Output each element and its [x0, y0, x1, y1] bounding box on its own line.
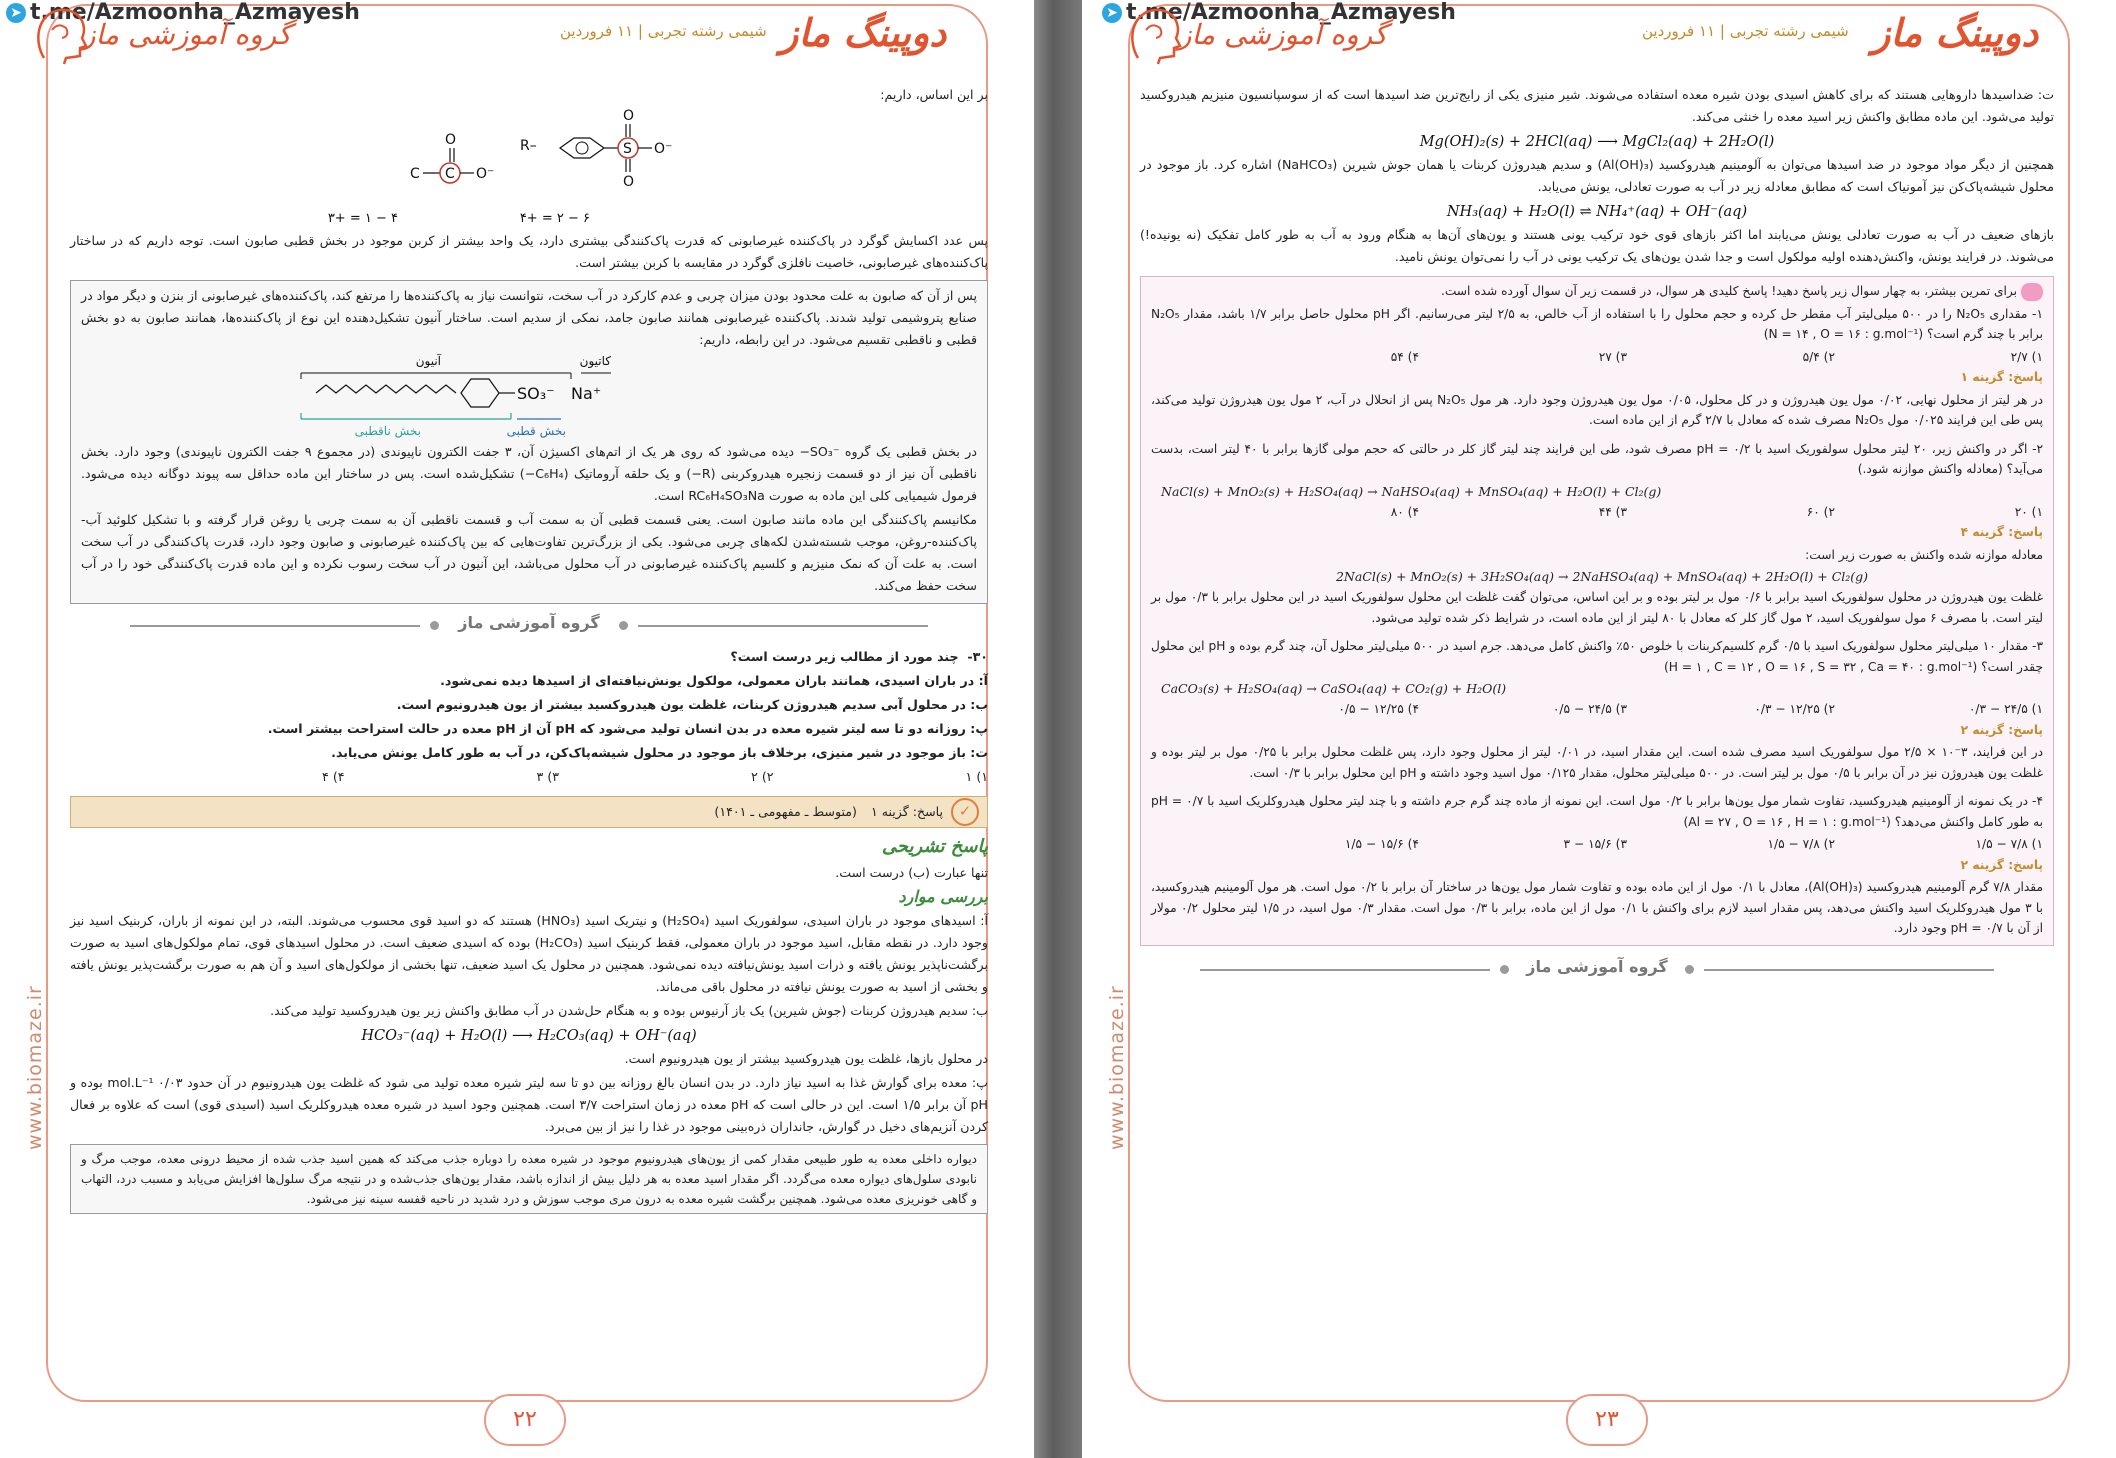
brain-icon: [2021, 283, 2043, 301]
website-watermark: www.biomaze.ir: [1106, 985, 1128, 1150]
q2-explanation-2: غلظت یون هیدروژن در محلول سولفوریک اسید برابر با ۰/۶ مول بر لیتر بوده و بر این اساس، می‌توان گفت غلظت این محلول سولفوریک اسید در این محلول برابر با ۰/۳ مول بر لیتر است. با مصرف ۶ مول سولفوریک اسید، ۲ مول گاز کلر که معادل با ۸۰ لیتر از این ماده است، در شرایط ذکر شده تولید می‌شود.: [1151, 590, 2044, 625]
calc-sulfur: ۶ − ۲ = +۴: [519, 211, 590, 226]
review-c: پ: معده برای گوارش غذا به اسید نیاز دارد. در بدن انسان بالغ روزانه بین دو تا سه لیتر شیره معده تولید می شود که غلظت یون هیدرونیوم در آن حدود ۰/۰۳ mol.L⁻¹ بوده و pH آن برابر ۱/۵ است. این در حالی است که pH معده در زمان استراحت ۳/۷ است. همچنین وجود اسید در شیره معده هیدروکلریک اسید (اسیدی قوی) است که علاوه بر فعال کردن آنزیم‌های دخیل در گوارش، جانداران ذره‌بینی موجود در غذا را نیز از بین می‌برد.: [70, 1075, 988, 1134]
so3-label: SO₃⁻: [517, 384, 555, 403]
q1-explanation: در هر لیتر از محلول نهایی، ۰/۰۲ مول یون هیدروژن و در کل محلول، ۰/۰۵ مول یون هیدروژن وجود دارد. هر مول N₂O₅ پس از انحلال در آب، ۲ مول یون هیدروژن تولید می‌کند، پس طی این فرایند ۰/۰۲۵ مول N₂O₅ مصرف شده که معادل با ۲/۷ گرم از این ماده است.: [1151, 392, 2043, 427]
statement-c: پ: روزانه دو تا سه لیتر شیره معده در بدن انسان تولید می‌شود که pH آن از pH معده در حالت استراحت بیشتر است.: [267, 721, 988, 736]
telegram-link[interactable]: ➤ t.me/Azmoonha_Azmayesh: [6, 0, 360, 25]
sulf-r: R–: [520, 138, 537, 154]
only-b-text: تنها عبارت (ب) درست است.: [835, 865, 988, 880]
calc-carbon: ۴ − ۱ = +۳: [327, 211, 398, 226]
check-icon: ✓: [951, 798, 979, 826]
page-number: ۲۳: [1566, 1394, 1648, 1446]
carbox-c2: C: [445, 166, 455, 182]
answer-label: پاسخ: گزینه ۱: [870, 804, 943, 819]
q4-option-1[interactable]: ۱) ۷/۸ − ۱/۵: [1975, 837, 2043, 851]
sulf-s: S: [623, 141, 632, 157]
sulf-o2: O: [623, 174, 635, 190]
brand-banner: گروه آموزشی ماز: [82, 18, 292, 51]
q3-options: [1151, 699, 2043, 720]
review-d: ت: ضداسیدها داروهایی هستند که برای کاهش اسیدی بودن شیره معده استفاده می‌شوند. شیر منیزی یکی از رایج‌ترین ضد اسیدها است که از سوسپانسیون منیزیم هیدروکسید تولید می‌شود. این ماده مطابق واکنش زیر اسید معده را خنثی می‌کند.: [1140, 87, 2054, 124]
practice-q4: ۴- در یک نمونه از آلومینیم هیدروکسید، تفاوت شمار مول یون‌ها برابر با ۰/۲ مول است. این نمونه از ماده چند گرم جرم داشته و با چند لیتر محلول هیدروکلریک اسید با pH = ۰/۷ به طور کامل واکنش می‌دهد؟ (Al = ۲۷ , O = ۱۶ , H = ۱ : g.mol⁻¹): [1151, 794, 2043, 829]
q4-option-4[interactable]: ۴) ۱۵/۶ − ۱/۵: [1344, 837, 1419, 851]
head-logo-icon: [30, 2, 90, 64]
brand-banner: گروه آموزشی ماز: [1178, 18, 1388, 51]
review-d3: بازهای ضعیف در آب به صورت تعادلی یونش می‌یابند اما اکثر بازهای قوی خود ترکیب یونی هستند و یون‌های آن‌ها به هنگام ورود به آب به طور کامل تفکیک (نه یونیده!) می‌شوند. در فرایند یونش، واکنش‌دهنده اولیه مولکول است و جدا شدن یون‌های یک ترکیب یونی در آب را نمی‌توان یونش نامید.: [1140, 227, 2054, 264]
page-number: ۲۲: [484, 1394, 566, 1446]
option-3[interactable]: ۳) ۳: [536, 769, 559, 784]
q1-option-1[interactable]: ۱) ۲/۷: [2010, 349, 2043, 364]
statement-a: آ: در باران اسیدی، همانند باران معمولی، مولکول یونش‌نیافته‌ای از اسیدها دیده نمی‌شود.: [440, 673, 988, 688]
q2-explanation-1: معادله موازنه شده واکنش به صورت زیر است:: [1805, 547, 2043, 562]
review-d2: همچنین از دیگر مواد موجود در ضد اسیدها می‌توان به آلومینیم هیدروکسید (Al(OH)₃) و سدیم هیدروژن کربنات یا همان جوش شیرین (NaHCO₃) اشاره کرد. باز موجود در محلول شیشه‌پاک‌کن نیز آمونیاک است که مطابق معادله زیر در آب به صورت تعادلی، یونش می‌یابد.: [1140, 157, 2054, 194]
subject-line: شیمی رشته تجربی | ۱۱ فروردین: [560, 22, 767, 40]
q2-answer: پاسخ: گزینه ۴: [1960, 525, 2043, 539]
q4-explanation: مقدار ۷/۸ گرم آلومینیم هیدروکسید (Al(OH)₃)، معادل با ۰/۱ مول از این ماده بوده و تفاوت شمار مول یون‌ها در ساختار آن برابر با ۰/۲ مول است. هر مول آلومینیم هیدروکسید، با ۳ مول هیدروکلریک اسید واکنش می‌دهد، پس مقدار اسید لازم برای واکنش با ۰/۱ مول از این ماده، برابر با ۰/۳ مول است. مقدار ۰/۳ مول اسید، در ۱/۵ لیتر محلول ۰/۲ مولار از آن با pH = ۰/۷ وجود دارد.: [1151, 880, 2043, 935]
practice-box: [1140, 276, 2054, 946]
q4-option-2[interactable]: ۲) ۷/۸ − ۱/۵: [1767, 837, 1835, 851]
question-stem: چند مورد از مطالب زیر درست است؟: [730, 649, 959, 664]
q2-options: [1151, 502, 2043, 523]
q1-answer: پاسخ: گزینه ۱: [1960, 370, 2043, 384]
na-label: Na⁺: [571, 384, 602, 403]
logo: دوپینگ ماز: [1872, 10, 2039, 55]
q3-equation: CaCO₃(s) + H₂SO₄(aq) → CaSO₄(aq) + CO₂(g) + H₂O(l): [1161, 681, 1507, 696]
question-number: ۳۰-: [967, 649, 988, 664]
sulf-o1: O: [623, 108, 635, 124]
q2-option-3[interactable]: ۳) ۴۴: [1598, 504, 1627, 519]
nonpolar-label: بخش ناقطبی: [354, 424, 421, 438]
review-tag: بررسی موارد: [898, 887, 988, 906]
subject-line: شیمی رشته تجربی | ۱۱ فروردین: [1642, 22, 1849, 40]
section-divider: گروه آموزشی ماز: [70, 610, 988, 640]
equation-bicarbonate: HCO₃⁻(aq) + H₂O(l) ⟶ H₂CO₃(aq) + OH⁻(aq): [361, 1028, 697, 1044]
q1-options: [1151, 347, 2043, 368]
head-logo-icon: [1124, 2, 1184, 64]
equation-milk-of-magnesia: Mg(OH)₂(s) + 2HCl(aq) ⟶ MgCl₂(aq) + 2H₂O(l): [1419, 134, 1775, 150]
statement-b: ب: در محلول آبی سدیم هیدروژن کربنات، غلظت یون هیدروکسید بیشتر از یون هیدرونیوم است.: [396, 697, 988, 712]
section-divider: گروه آموزشی ماز: [1140, 954, 2054, 984]
sulf-o3: O⁻: [654, 141, 673, 157]
logo: دوپینگ ماز: [780, 10, 947, 55]
review-b2: در محلول بازها، غلظت یون هیدروکسید بیشتر از یون هیدرونیوم است.: [624, 1051, 988, 1066]
q3-option-1[interactable]: ۱) ۲۴/۵ − ۰/۳: [1968, 702, 2043, 716]
structures-figure: [70, 108, 988, 230]
book-spine: [1034, 0, 1082, 1458]
practice-intro: برای تمرین بیشتر، به چهار سوال زیر پاسخ دهید! پاسخ کلیدی هر سوال، در قسمت زیر آن سوال آورده شده است.: [1440, 284, 2017, 298]
q3-option-3[interactable]: ۳) ۲۴/۵ − ۰/۵: [1552, 702, 1627, 716]
q3-option-2[interactable]: ۲) ۱۲/۲۵ − ۰/۳: [1754, 702, 1835, 716]
carbox-c1: C: [410, 166, 420, 182]
review-a: آ: اسیدهای موجود در باران اسیدی، سولفوریک اسید (H₂SO₄) و نیتریک اسید (HNO₃) هستند که دو اسید قوی محسوب می‌شوند. البته، در این نمونه از باران، کربنیک اسید نیز وجود دارد. در نقطه مقابل، اسید موجود در باران معمولی، فقط کربنیک اسید (H₂CO₃) بوده که اسیدی ضعیف است. در محلول اسیدهای قوی، تمام مولکول‌های اسید به صورت برگشت‌ناپذیر یونش یافته و ذرات اسید یونش‌نیافته دیده نمی‌شود. همچنین در محلول یک اسید ضعیف، تنها بخشی از مولکول‌های اسید و آن هم به صورت برگشت‌پذیر یونش یافته و بخشی از اسید به صورت یونش نیافته در محلول باقی می‌ماند.: [70, 913, 989, 994]
option-2[interactable]: ۲) ۲: [751, 769, 774, 784]
question-30: [70, 646, 988, 764]
q1-option-4[interactable]: ۴) ۵۴: [1390, 349, 1419, 364]
answer-options: [70, 766, 988, 788]
box1-paragraph-1: پس از آن که صابون به علت محدود بودن میزان چربی و عدم کارکرد در آب سخت، نتوانست نیاز به پاک‌کننده‌ها را مرتفع کند، پاک‌کننده‌های غیرصابونی از بنزن و دیگر مواد در صنایع پتروشیمی تولید شدند. پاک‌کننده غیرصابونی همانند صابون جامد، نمکی از سدیم است. ساختار آنیون تشکیل‌دهنده این نوع از پاک‌کننده‌ها، همانند صابون به دو بخش قطبی و ناقطبی تقسیم می‌شود. در این رابطه، داریم:: [81, 288, 977, 347]
right-page: [1082, 0, 2116, 1458]
detergent-diagram: [81, 353, 977, 441]
q3-answer: پاسخ: گزینه ۲: [1960, 722, 2043, 737]
left-content: [70, 84, 988, 1368]
anion-label: آنیون: [415, 354, 441, 368]
q4-answer: پاسخ: گزینه ۲: [1960, 857, 2043, 872]
cation-label: کاتیون: [579, 354, 611, 368]
q2-option-4[interactable]: ۴) ۸۰: [1390, 504, 1419, 519]
equation-ammonia: NH₃(aq) + H₂O(l) ⇌ NH₄⁺(aq) + OH⁻(aq): [1446, 204, 1748, 220]
info-box-stomach: دیواره داخلی معده به طور طبیعی مقدار کمی از یون‌های هیدرونیوم موجود در شیره معده را دوباره جذب می‌کند که همین اسید جذب شده از محیط درونی معده، موجب مرگ و نابودی سلول‌های دیواره معده می‌گردد. اگر مقدار اسید معده به هر دلیل بیش از اندازه باشد، مقدار یون‌های جذب‌شده و در نتیجه مرگ سلول‌ها افزایش می‌یابد و مسبب درد، التهاب و گاهی خونریزی معده می‌شود. همچنین برگشت شیره معده به درون مری موجب سوزش و درد شدید در ناحیه قفسه سینه نیز می‌شود.: [70, 1144, 988, 1214]
structures-svg: [327, 108, 750, 230]
q2-equation: NaCl(s) + MnO₂(s) + H₂SO₄(aq) → NaHSO₄(aq) + MnSO₄(aq) + H₂O(l) + Cl₂(g): [1161, 483, 1662, 499]
practice-q1: ۱- مقداری N₂O₅ را در ۵۰۰ میلی‌لیتر آب مقطر حل کرده و حجم محلول را با استفاده از آب خالص، به ۲/۵ لیتر می‌رسانیم. اگر pH محلول حاصل برابر ۱/۷ باشد، مقدار N₂O₅ برابر با چند گرم است؟ (N = ۱۴ , O = ۱۶ : g.mol⁻¹): [1151, 306, 2043, 341]
statement-d: ت: باز موجود در شیر منیزی، برخلاف باز موجود در محلول شیشه‌پاک‌کن، در آب به طور کامل یونش می‌یابد.: [331, 745, 988, 760]
telegram-link[interactable]: ➤ t.me/Azmoonha_Azmayesh: [1102, 0, 1456, 25]
q4-option-3[interactable]: ۳) ۱۵/۶ − ۳: [1563, 837, 1627, 851]
q2-balanced-equation: 2NaCl(s) + MnO₂(s) + 3H₂SO₄(aq) → 2NaHSO₄(aq) + MnSO₄(aq) + 2H₂O(l) + Cl₂(g): [1335, 569, 1869, 584]
answer-bar: [70, 796, 988, 828]
telegram-icon: ➤: [1102, 3, 1122, 23]
option-1[interactable]: ۱) ۱: [965, 769, 988, 784]
left-page: [0, 0, 1034, 1458]
practice-q3: ۳- مقدار ۱۰ میلی‌لیتر محلول سولفوریک اسید با ۰/۵ گرم کلسیم‌کربنات با خلوص ۵۰٪ واکنش کامل می‌دهد. جرم اسید در ۵۰۰ میلی‌لیتر محلول آن، چند گرم بوده و pH این محلول چقدر است؟ (H = ۱ , C = ۱۲ , O = ۱۶ , S = ۳۲ , Ca = ۴۰ : g.mol⁻¹): [1151, 639, 2043, 674]
q1-option-2[interactable]: ۲) ۵/۴: [1802, 349, 1835, 364]
q2-option-1[interactable]: ۱) ۲۰: [2014, 504, 2043, 519]
explanation-tag: پاسخ تشریحی: [881, 836, 988, 857]
q3-option-4[interactable]: ۴) ۱۲/۲۵ − ۰/۵: [1338, 702, 1419, 716]
polar-label: بخش قطبی: [506, 424, 566, 438]
q3-explanation: در این فرایند، ۳⁻۱۰ × ۲/۵ مول سولفوریک اسید مصرف شده است. این مقدار اسید، در ۰/۰۱ لیتر از محلول وجود دارد، پس غلظت محلول برابر با ۰/۲۵ مول بر لیتر بوده و غلظت یون هیدروژن نیز در آن برابر با ۰/۵ مول بر لیتر است. در ۵۰۰ میلی‌لیتر محلول، مقدار ۰/۱۲۵ مول اسید وجود داشته و pH این محلول برابر با ۰/۳ است.: [1151, 745, 2044, 780]
box1-paragraph-3: مکانیسم پاک‌کنندگی این ماده مانند صابون است. یعنی قسمت قطبی آن به سمت آب و قسمت ناقطبی آن به سمت چربی یا روغن قرار گرفته و با تشکیل کلوئید آب-پاک‌کننده-روغن، موجب شسته‌شدن لکه‌های چربی می‌شود. یکی از بزرگ‌ترین تفاوت‌هایی که بین پاک‌کننده غیرصابونی و صابون وجود دارد، قدرت پاک‌کنندگی در آب سخت است. به علت آن که نمک منیزیم و کلسیم پاک‌کننده غیرصابونی در آب محلول می‌باشد، این آنیون در آب سخت رسوب نکرده و این ماده قدرت پاک‌کنندگی خود را در آب سخت حفظ می‌کند.: [81, 512, 977, 593]
option-4[interactable]: ۴) ۴: [322, 769, 345, 784]
website-watermark: www.biomaze.ir: [24, 985, 46, 1150]
intro-text: بر این اساس، داریم:: [880, 87, 988, 102]
right-content: [1140, 84, 2054, 1368]
q2-option-2[interactable]: ۲) ۶۰: [1806, 504, 1835, 519]
difficulty-label: (متوسط ـ مفهومی ـ ۱۴۰۱): [714, 804, 857, 819]
carbox-o1: O: [445, 132, 457, 148]
telegram-icon: ➤: [6, 3, 26, 23]
paragraph-oxidation: پس عدد اکسایش گوگرد در پاک‌کننده غیرصابونی که قدرت پاک‌کنندگی بیشتری دارد، یک واحد بیشتر از کربن موجود در بخش قطبی صابون است. توجه داریم که در ساختار پاک‌کننده‌های غیرصابونی، خاصیت نافلزی گوگرد در مقایسه با کربن بیشتر است.: [70, 233, 988, 270]
practice-q2: ۲- اگر در واکنش زیر، ۲۰ لیتر محلول سولفوریک اسید با pH = ۰/۲ مصرف شود، طی این فرایند چند لیتر گاز کلر در حالتی که حجم مولی گازها برابر با ۴۰ لیتر است، بدست می‌آید؟ (معادله واکنش موازنه شود.): [1151, 441, 2044, 476]
q4-options: [1151, 834, 2043, 855]
detergent-svg: [281, 353, 841, 441]
box1-paragraph-2: در بخش قطبی یک گروه ‎−SO₃⁻‎ دیده می‌شود که روی هر یک از اتم‌های اکسیژن آن، ۳ جفت الکترون ناپیوندی (در مجموع ۹ جفت الکترون ناپیوندی) وجود دارد. بخش ناقطبی آن نیز از دو قسمت زنجیره هیدروکربنی (R−) و یک حلقه آروماتیک (C₆H₄−) تشکیل‌شده است. پس در ساختار این ماده حداقل سه پیوند دوگانه دیده می‌شود. فرمول شیمیایی کلی این ماده به صورت RC₆H₄SO₃Na است.: [81, 444, 977, 503]
carbox-o2: O⁻: [476, 166, 495, 182]
info-box-detergent: [70, 280, 988, 604]
review-b: ب: سدیم هیدروژن کربنات (جوش شیرین) یک باز آرنیوس بوده و به هنگام حل‌شدن در آب مطابق واکنش زیر یون هیدروکسید تولید می‌کند.: [270, 1003, 988, 1018]
q1-option-3[interactable]: ۳) ۲۷: [1598, 349, 1627, 364]
